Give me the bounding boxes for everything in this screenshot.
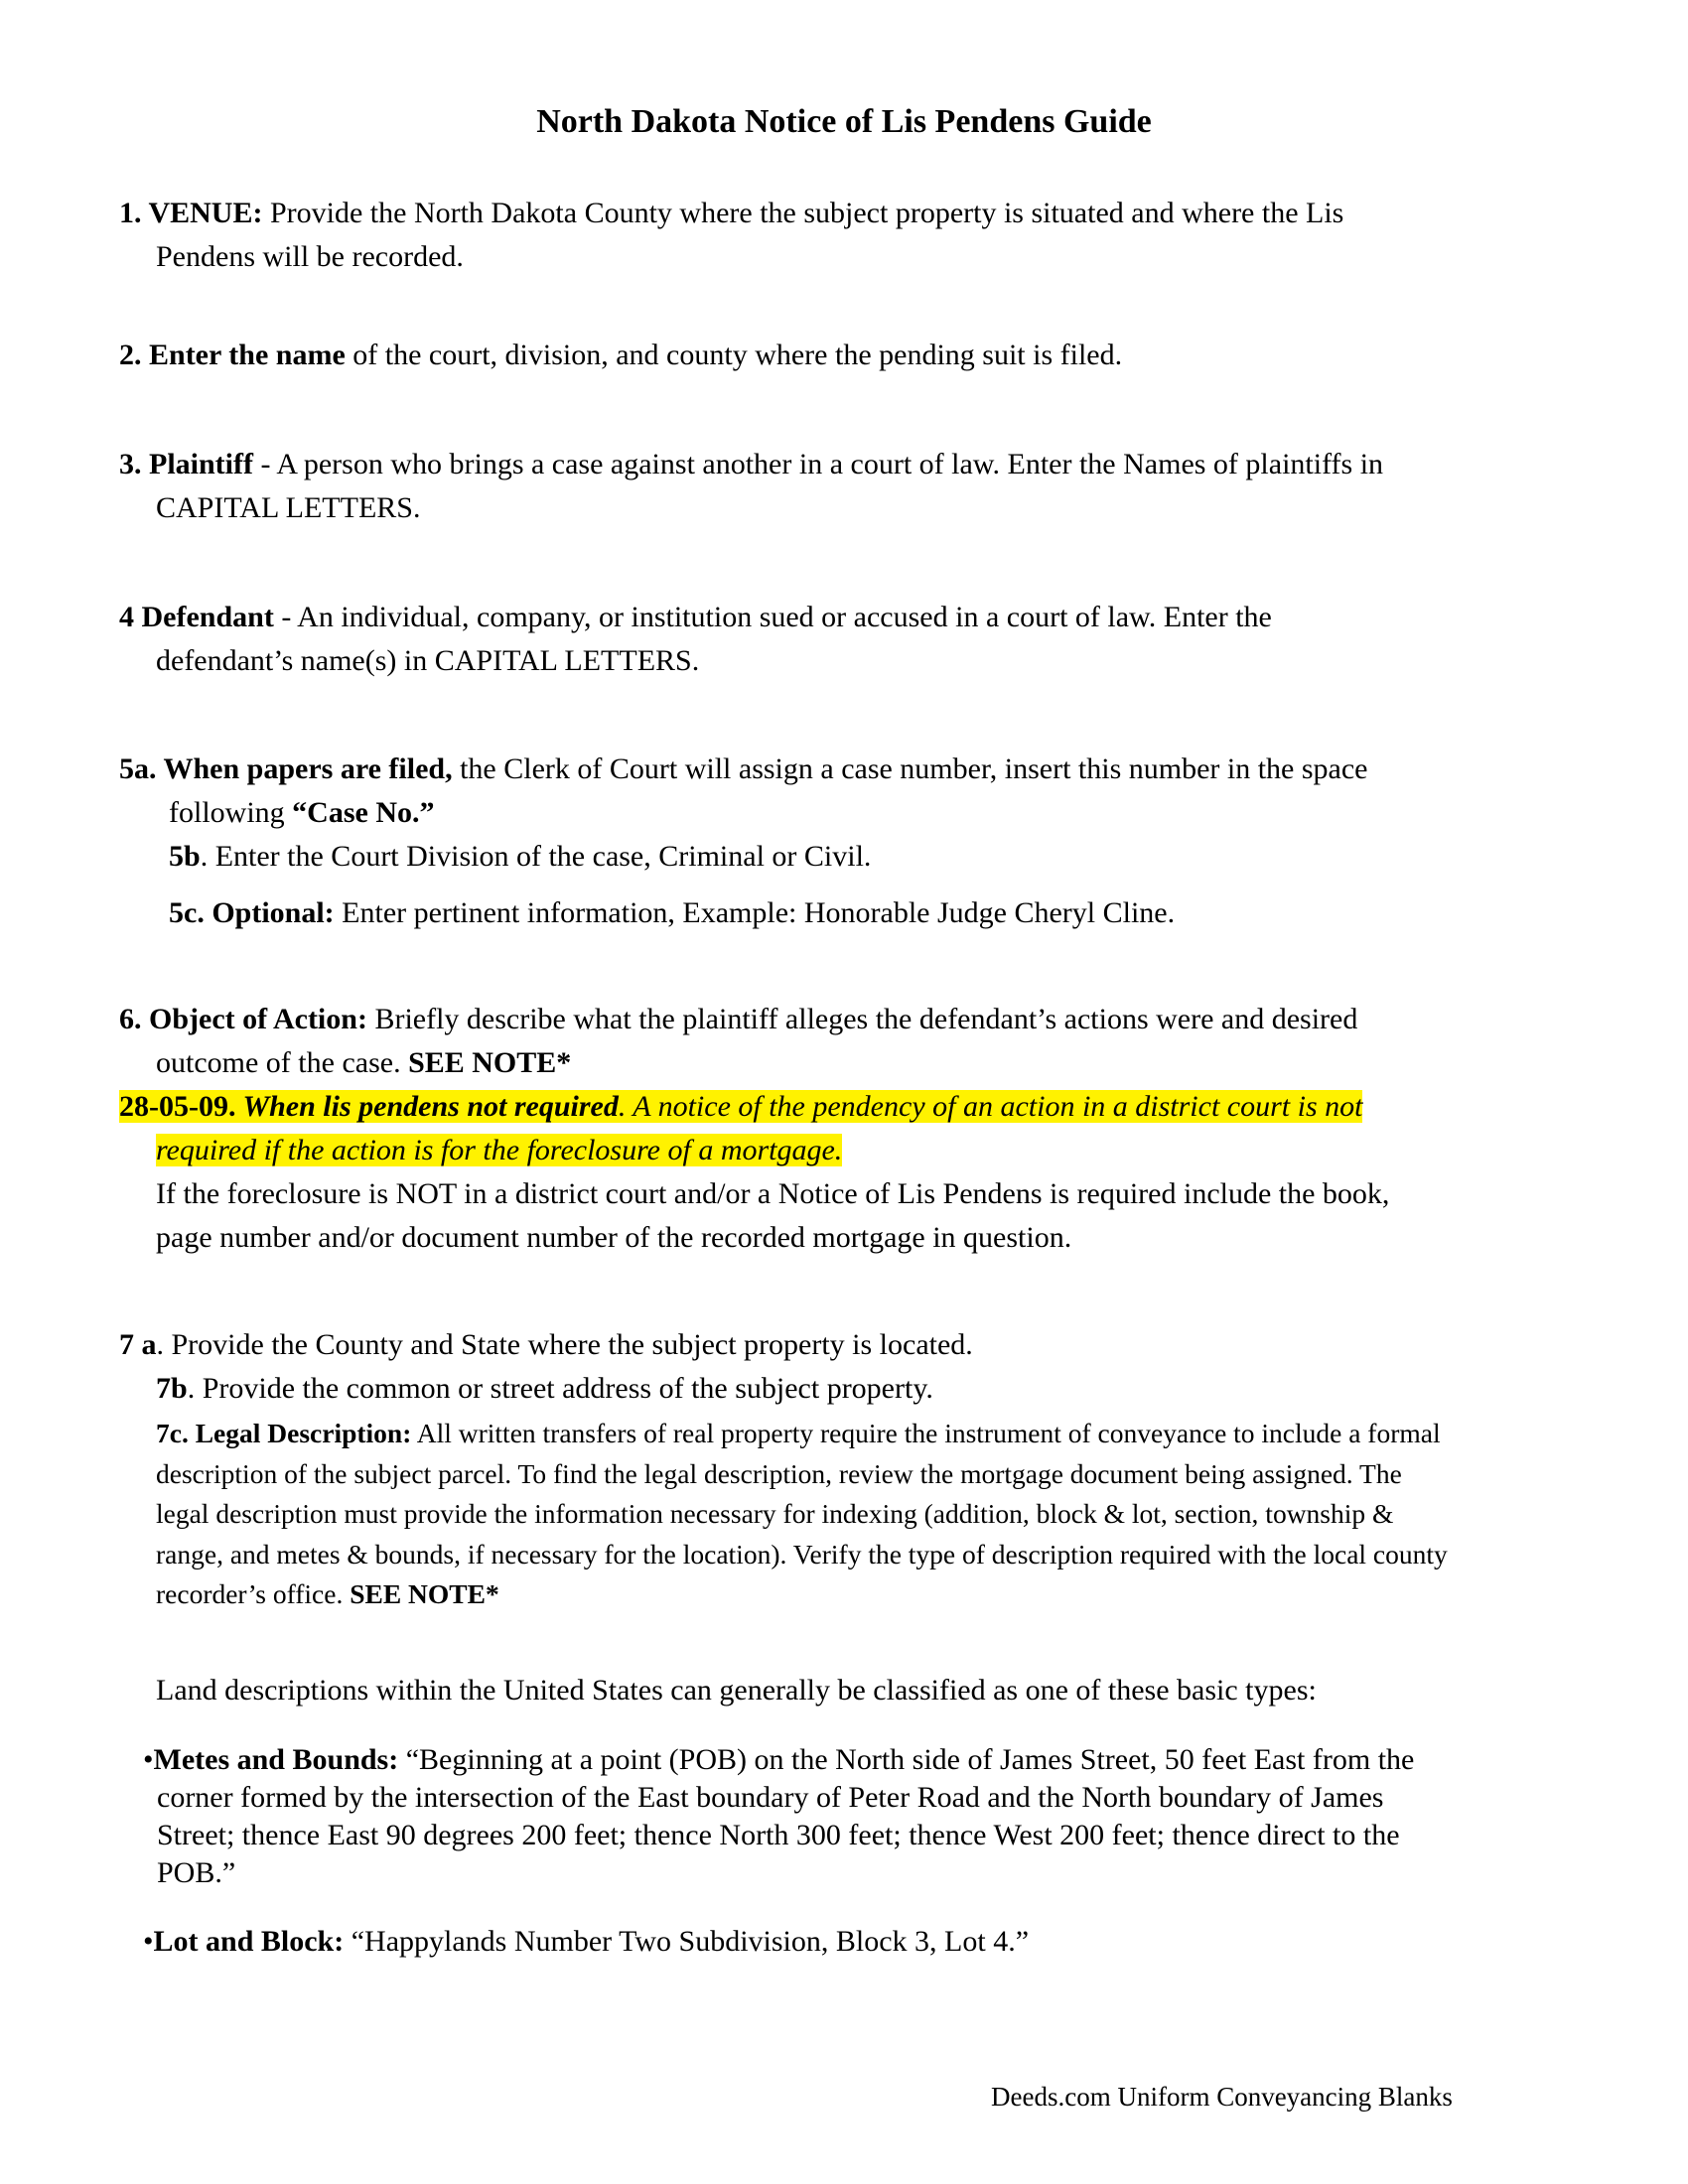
venue-label: 1. VENUE: bbox=[119, 197, 263, 229]
page-title: North Dakota Notice of Lis Pendens Guide bbox=[536, 103, 1152, 140]
section-case-number: 5a. When papers are filed, the Clerk of Court will assign a case number, insert this number in the space following “Case No.” 5b. Enter the Court Division of the case, Criminal or Civil. bbox=[119, 752, 1368, 873]
bullet-icon: • bbox=[143, 1743, 154, 1776]
list-item-lot-block: •Lot and Block: “Happylands Number Two Subdivision, Block 3, Lot 4.” bbox=[143, 1925, 1030, 1958]
section-plaintiff: 3. Plaintiff - A person who brings a case against another in a court of law. Enter the Names of plaintiffs in CAPITAL LETTERS. bbox=[119, 448, 1384, 524]
footer-credit: Deeds.com Uniform Conveyancing Blanks bbox=[991, 2082, 1453, 2112]
bullet-icon: • bbox=[143, 1925, 154, 1958]
section-legal-description: 7c. Legal Description: All written transfers of real property require the instrument of conveyance to include a formal description of the subject parcel. To find the legal description, review the mortgage document being assigned. The legal description must provide the information necessary for indexing (addition, block & lot, section, township & range, and metes & bounds, if necessary for the location). Verify the type of description required with the local county recorder’s office. SEE NOTE* bbox=[156, 1418, 1448, 1609]
section-court-name: 2. Enter the name of the court, division, and county where the pending suit is filed. bbox=[119, 339, 1123, 371]
section-optional: 5c. Optional: Enter pertinent information, Example: Honorable Judge Cheryl Cline. bbox=[169, 896, 1176, 929]
section-venue: 1. VENUE: Provide the North Dakota County where the subject property is situated and where the Lis Pendens will be recorded. bbox=[119, 197, 1344, 273]
statute-highlight: 28-05-09. When lis pendens not required. A notice of the pendency of an action in a district court is not bbox=[119, 1090, 1363, 1123]
land-intro: Land descriptions within the United States can generally be classified as one of these basic types: bbox=[156, 1674, 1317, 1706]
section-property: 7 a. Provide the County and State where the subject property is located. 7b. Provide the common or street address of the subject property. bbox=[119, 1328, 973, 1405]
section-object-of-action: 6. Object of Action: Briefly describe what the plaintiff alleges the defendant’s actions were and desired outcome of the case. SEE NOTE* 28-05-09. When lis pendens not required. A notice of the pendency of an action in a district court is not required if the action is for the foreclosure of a mortgage. If the foreclosure is NOT in a district court and/or a Notice of Lis Pendens is required include the book, page number and/or document number of the recorded mortgage in question. bbox=[119, 1003, 1390, 1254]
list-item-metes-bounds: •Metes and Bounds: “Beginning at a point (POB) on the North side of James Street, 50 feet East from the corner formed by the intersection of the East boundary of Peter Road and the North boundary of James Street; thence East 90 degrees 200 feet; thence North 300 feet; thence West 200 feet; thence direct to the POB.” bbox=[143, 1743, 1415, 1889]
section-defendant: 4 Defendant - An individual, company, or institution sued or accused in a court of law. Enter the defendant’s name(s) in CAPITAL LETTERS. bbox=[119, 601, 1272, 677]
